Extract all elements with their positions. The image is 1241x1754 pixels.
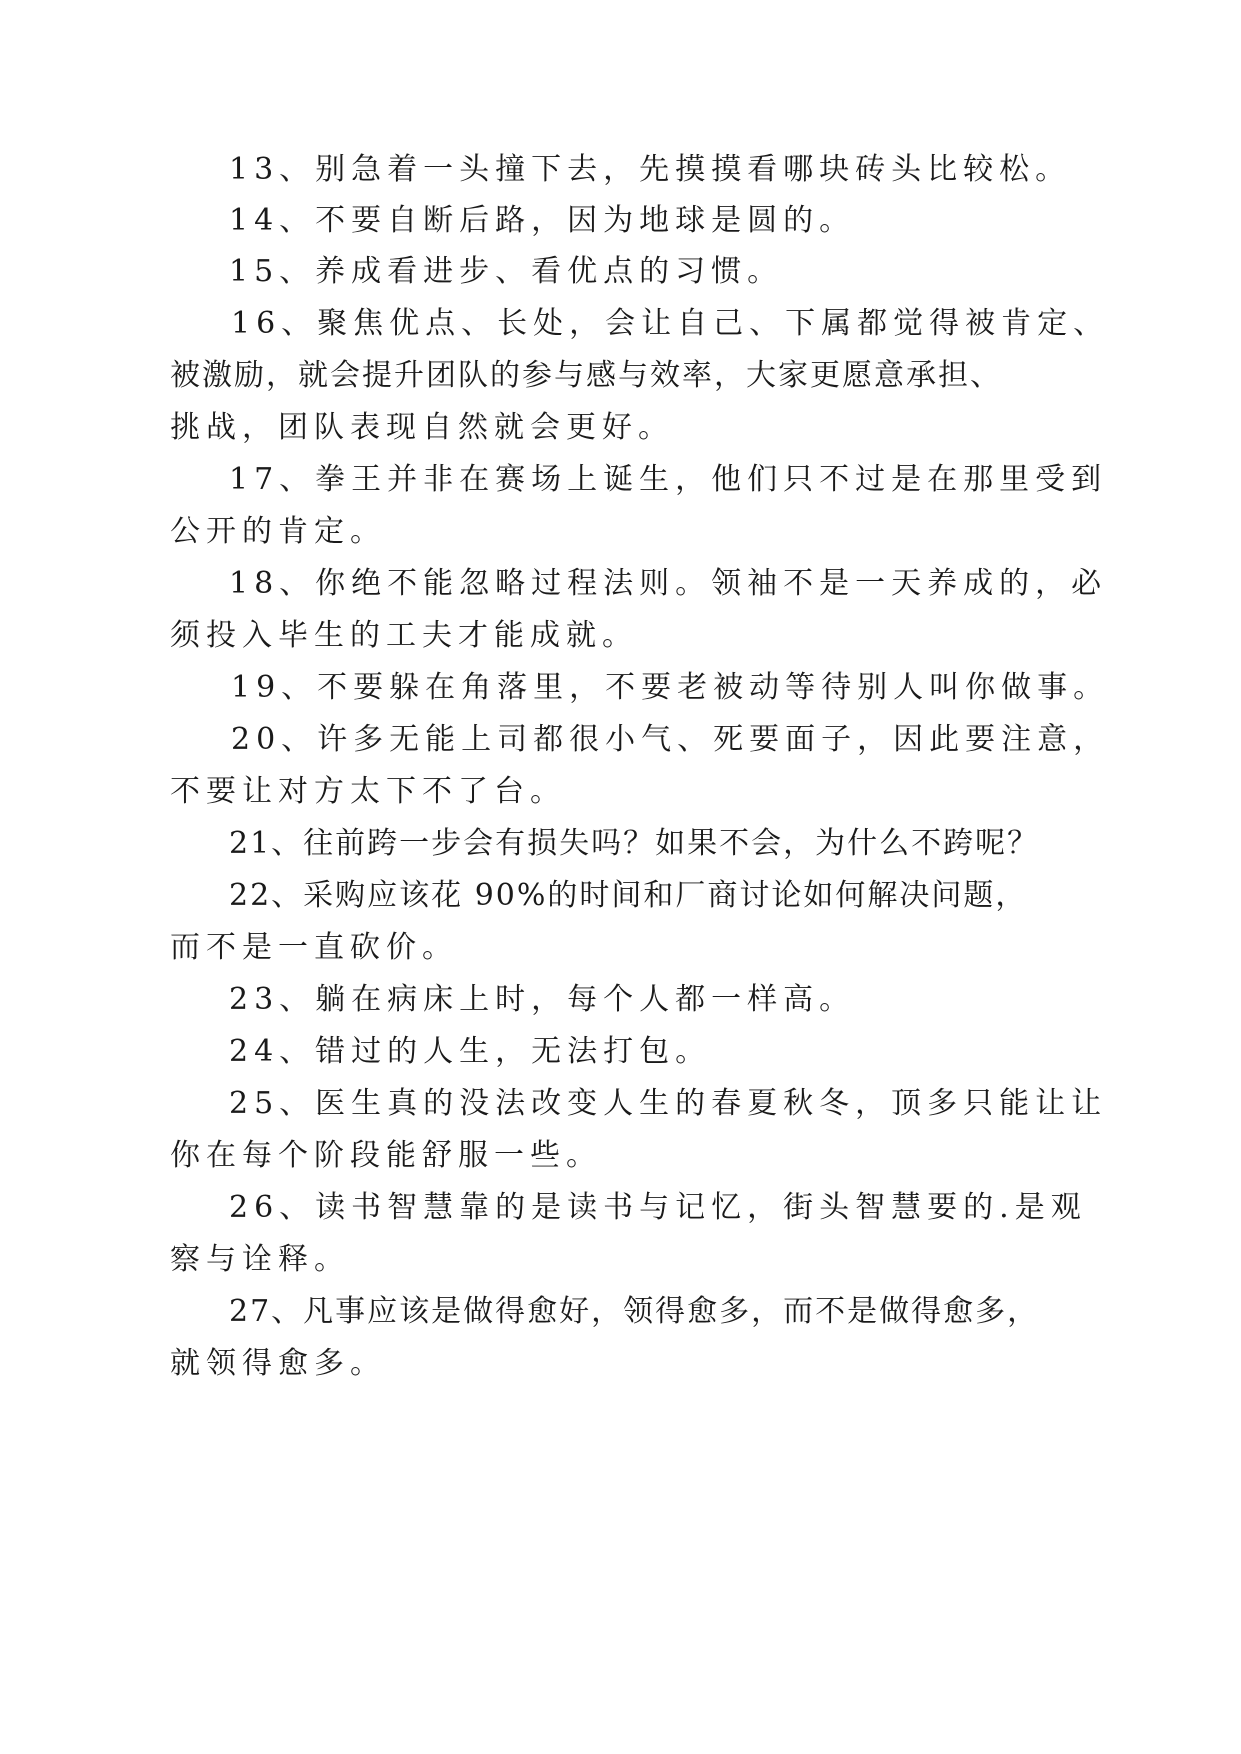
text-line-26a: 26、读书智慧靠的是读书与记忆，街头智慧要的.是观 [229,1190,1087,1225]
text-line-19: 19、不要躲在角落里，不要老被动等待别人叫你做事。 [231,670,1110,705]
text-line-17b: 公开的肯定。 [170,514,386,549]
text-line-15: 15、养成看进步、看优点的习惯。 [229,254,784,289]
text-line-16c: 挑战，团队表现自然就会更好。 [170,410,674,445]
text-line-16a: 16、聚焦优点、长处，会让自己、下属都觉得被肯定、 [231,306,1110,341]
text-line-27b: 就领得愈多。 [170,1346,386,1381]
text-line-17a: 17、拳王并非在赛场上诞生，他们只不过是在那里受到 [229,462,1108,497]
text-line-14: 14、不要自断后路，因为地球是圆的。 [229,203,856,238]
text-line-20a: 20、许多无能上司都很小气、死要面子，因此要注意， [231,722,1110,757]
text-line-18a: 18、你绝不能忽略过程法则。领袖不是一天养成的，必 [229,566,1108,601]
text-line-16b: 被激励，就会提升团队的参与感与效率，大家更愿意承担、 [170,358,1002,393]
text-line-27a: 27、凡事应该是做得愈好，领得愈多，而不是做得愈多， [229,1294,1040,1329]
text-line-23: 23、躺在病床上时，每个人都一样高。 [229,982,856,1017]
text-line-24: 24、错过的人生，无法打包。 [229,1034,712,1069]
text-line-13: 13、别急着一头撞下去，先摸摸看哪块砖头比较松。 [229,152,1072,187]
text-line-20b: 不要让对方太下不了台。 [170,774,566,809]
text-line-25a: 25、医生真的没法改变人生的春夏秋冬，顶多只能让让 [229,1086,1108,1121]
text-line-22b: 而不是一直砍价。 [170,930,458,965]
text-line-21: 21、往前跨一步会有损失吗？如果不会，为什么不跨呢？ [229,826,1040,861]
text-line-18b: 须投入毕生的工夫才能成就。 [170,618,638,653]
text-line-22a: 22、采购应该花 90%的时间和厂商讨论如何解决问题， [229,878,1028,913]
text-line-26b: 察与诠释。 [170,1242,350,1277]
text-line-25b: 你在每个阶段能舒服一些。 [170,1138,602,1173]
